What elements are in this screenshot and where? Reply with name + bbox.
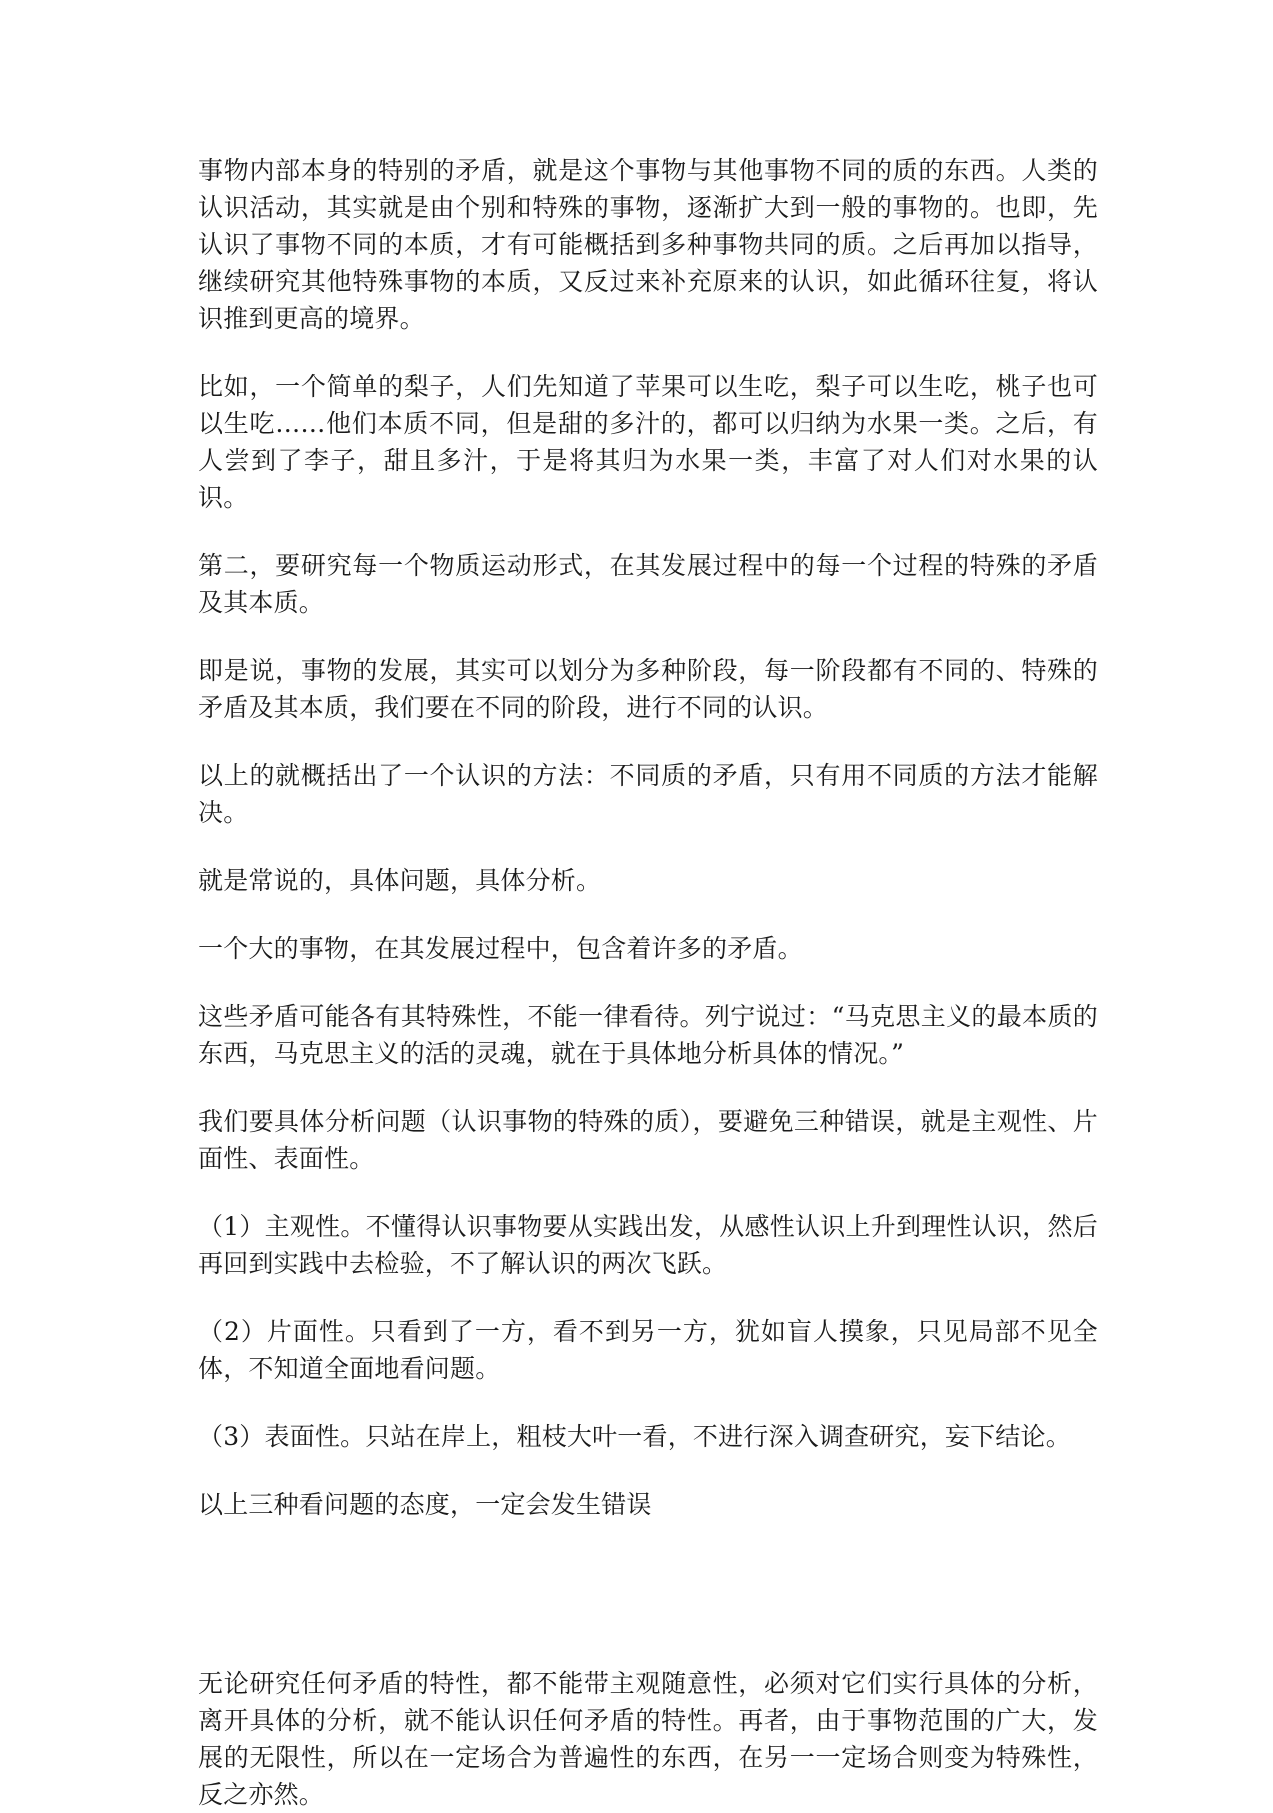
paragraph-concrete-analysis: 就是常说的，具体问题，具体分析。: [198, 866, 602, 895]
paragraph-lenin-quote: 这些矛盾可能各有其特殊性，不能一律看待。列宁说过：“马克思主义的最本质的东西，马克思主义的活的灵魂，就在于具体地分析具体的情况。”: [198, 1002, 1098, 1068]
paragraph-error-one-sidedness: （2）片面性。只看到了一方，看不到另一方，犹如盲人摸象，只见局部不见全体，不知道全面地看问题。: [198, 1317, 1098, 1383]
paragraph-pear-example: 比如，一个简单的梨子，人们先知道了苹果可以生吃，梨子可以生吃，桃子也可以生吃……他们本质不同，但是甜的多汁的，都可以归纳为水果一类。之后，有人尝到了李子，甜且多汁，于是将其归为水果一类，丰富了对人们对水果的认识。: [198, 372, 1098, 512]
document-page: [198, 152, 1098, 1809]
paragraph-method-summary: 以上的就概括出了一个认识的方法：不同质的矛盾，只有用不同质的方法才能解决。: [198, 761, 1098, 827]
paragraph-development-stages: 即是说，事物的发展，其实可以划分为多种阶段，每一阶段都有不同的、特殊的矛盾及其本质，我们要在不同的阶段，进行不同的认识。: [198, 656, 1098, 722]
paragraph-particular-contradiction: 事物内部本身的特别的矛盾，就是这个事物与其他事物不同的质的东西。人类的认识活动，其实就是由个别和特殊的事物，逐渐扩大到一般的事物的。也即，先认识了事物不同的本质，才有可能概括到多种事物共同的质。之后再加以指导，继续研究其他特殊事物的本质，又反过来补充原来的认识，如此循环往复，将认识推到更高的境界。: [198, 156, 1098, 333]
paragraph-errors-conclusion: 以上三种看问题的态度，一定会发生错误: [198, 1490, 652, 1519]
paragraph-second-point: 第二，要研究每一个物质运动形式，在其发展过程中的每一个过程的特殊的矛盾及其本质。: [198, 551, 1098, 617]
paragraph-three-errors: 我们要具体分析问题（认识事物的特殊的质），要避免三种错误，就是主观性、片面性、表面性。: [198, 1107, 1098, 1173]
paragraph-error-superficiality: （3）表面性。只站在岸上，粗枝大叶一看，不进行深入调查研究，妄下结论。: [198, 1422, 1071, 1451]
paragraph-error-subjectivity: （1）主观性。不懂得认识事物要从实践出发，从感性认识上升到理性认识，然后再回到实践中去检验，不了解认识的两次飞跃。: [198, 1212, 1098, 1278]
paragraph-final-summary: 无论研究任何矛盾的特性，都不能带主观随意性，必须对它们实行具体的分析，离开具体的分析，就不能认识任何矛盾的特性。再者，由于事物范围的广大，发展的无限性，所以在一定场合为普遍性的东西，在另一一定场合则变为特殊性，反之亦然。: [198, 1669, 1098, 1809]
paragraph-many-contradictions: 一个大的事物，在其发展过程中，包含着许多的矛盾。: [198, 934, 803, 963]
